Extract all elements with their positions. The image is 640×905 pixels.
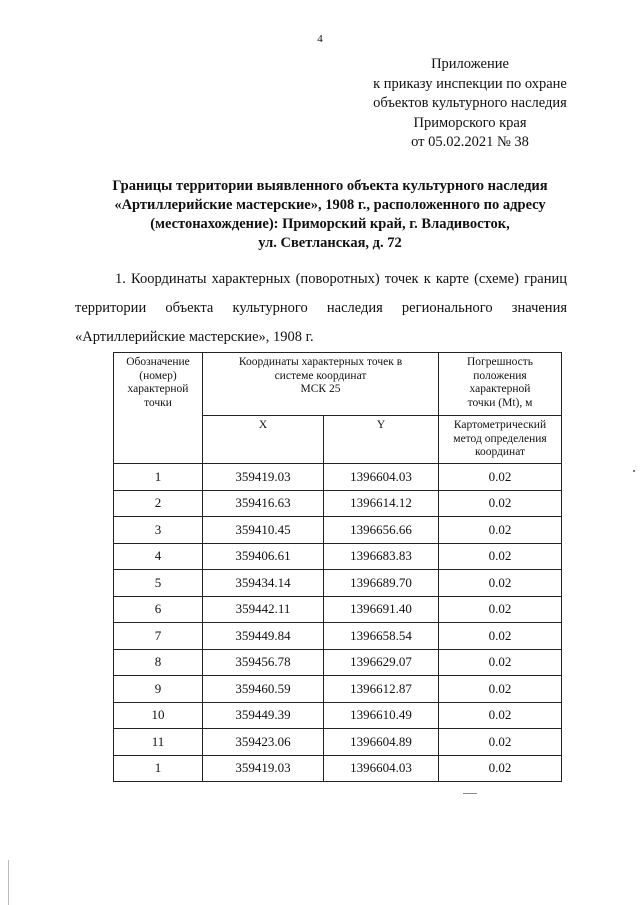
header-text: Координаты характерных точек в [238,356,403,368]
appendix-line: к приказу инспекции по охране [373,75,567,92]
cell-n: 11 [114,729,203,756]
header-method [439,416,562,464]
cell-y: 1396604.03 [324,464,439,491]
cell-mt: 0.02 [439,702,562,729]
scan-speck [633,470,635,472]
cell-y: 1396604.89 [324,729,439,756]
paragraph-line-3: «Артиллерийские мастерские», 1908 г. [75,329,314,345]
cell-x: 359406.61 [203,543,324,570]
scan-dash [463,793,477,794]
cell-n: 9 [114,676,203,703]
scan-edge [8,860,9,905]
table-row [114,543,562,570]
header-x: X [203,416,324,464]
cell-x: 359442.11 [203,596,324,623]
table-row [114,623,562,650]
table-row [114,596,562,623]
cell-y: 1396656.66 [324,517,439,544]
table-row [114,649,562,676]
cell-n: 2 [114,490,203,517]
cell-x: 359419.03 [203,464,324,491]
cell-n: 3 [114,517,203,544]
cell-mt: 0.02 [439,490,562,517]
cell-mt: 0.02 [439,543,562,570]
header-text: координат [474,446,526,458]
cell-y: 1396629.07 [324,649,439,676]
cell-n: 4 [114,543,203,570]
paragraph-line-1: 1. Координаты характерных (поворотных) точек к карте (схеме) границ [115,271,567,287]
cell-x: 359410.45 [203,517,324,544]
cell-mt: 0.02 [439,755,562,782]
cell-x: 359449.39 [203,702,324,729]
cell-n: 1 [114,755,203,782]
title-line: «Артиллерийские мастерские», 1908 г., расположенного по адресу [114,197,546,213]
title-line: Границы территории выявленного объекта культурного наследия [112,178,548,194]
header-text: Картометрический [453,419,547,431]
cell-x: 359416.63 [203,490,324,517]
header-text: системе координат [274,369,367,382]
cell-mt: 0.02 [439,570,562,597]
cell-mt: 0.02 [439,676,562,703]
document-title [90,177,570,253]
cell-mt: 0.02 [439,623,562,650]
header-y: Y [324,416,439,464]
cell-mt: 0.02 [439,596,562,623]
cell-n: 8 [114,649,203,676]
table-row [114,676,562,703]
cell-mt: 0.02 [439,729,562,756]
cell-n: 1 [114,464,203,491]
header-text: характерной [127,383,189,395]
table-header-row [114,353,562,416]
cell-y: 1396689.70 [324,570,439,597]
cell-n: 5 [114,570,203,597]
cell-y: 1396691.40 [324,596,439,623]
appendix-block [345,55,595,153]
cell-y: 1396683.83 [324,543,439,570]
header-text: характерной [469,383,531,395]
appendix-line: объектов культурного наследия [373,95,567,111]
header-text: метод определения [453,432,547,445]
header-accuracy [439,353,562,416]
table-row [114,570,562,597]
cell-y: 1396604.03 [324,755,439,782]
cell-x: 359434.14 [203,570,324,597]
table-row [114,490,562,517]
appendix-line: Приложение [431,56,509,72]
header-text: точки [144,396,172,409]
cell-n: 10 [114,702,203,729]
cell-n: 6 [114,596,203,623]
header-text: МСК 25 [300,383,341,395]
cell-x: 359419.03 [203,755,324,782]
header-text: (номер) [139,369,177,382]
cell-x: 359456.78 [203,649,324,676]
cell-y: 1396612.87 [324,676,439,703]
table-row [114,755,562,782]
header-text: Обозначение [126,356,190,368]
appendix-line: Приморского края [413,114,527,131]
cell-mt: 0.02 [439,464,562,491]
table-row [114,517,562,544]
header-text: точки (Mt), м [467,396,533,409]
header-text: Погрешность [466,356,534,368]
cell-y: 1396610.49 [324,702,439,729]
table-row [114,464,562,491]
page-number: 4 [317,33,323,45]
cell-y: 1396614.12 [324,490,439,517]
intro-paragraph [75,265,567,352]
paragraph-line-2: территории объекта культурного наследия регионального значения [75,300,567,316]
cell-x: 359460.59 [203,676,324,703]
table-row [114,702,562,729]
header-coordinates [203,353,439,416]
cell-x: 359423.06 [203,729,324,756]
header-text: положения [473,369,527,382]
coordinates-table [113,352,562,782]
header-point-number [114,353,203,464]
cell-y: 1396658.54 [324,623,439,650]
table-row [114,729,562,756]
cell-n: 7 [114,623,203,650]
appendix-line: от 05.02.2021 № 38 [411,134,529,150]
cell-mt: 0.02 [439,517,562,544]
title-line: ул. Светланская, д. 72 [258,235,402,251]
cell-mt: 0.02 [439,649,562,676]
cell-x: 359449.84 [203,623,324,650]
title-line: (местонахождение): Приморский край, г. Владивосток, [150,216,510,232]
